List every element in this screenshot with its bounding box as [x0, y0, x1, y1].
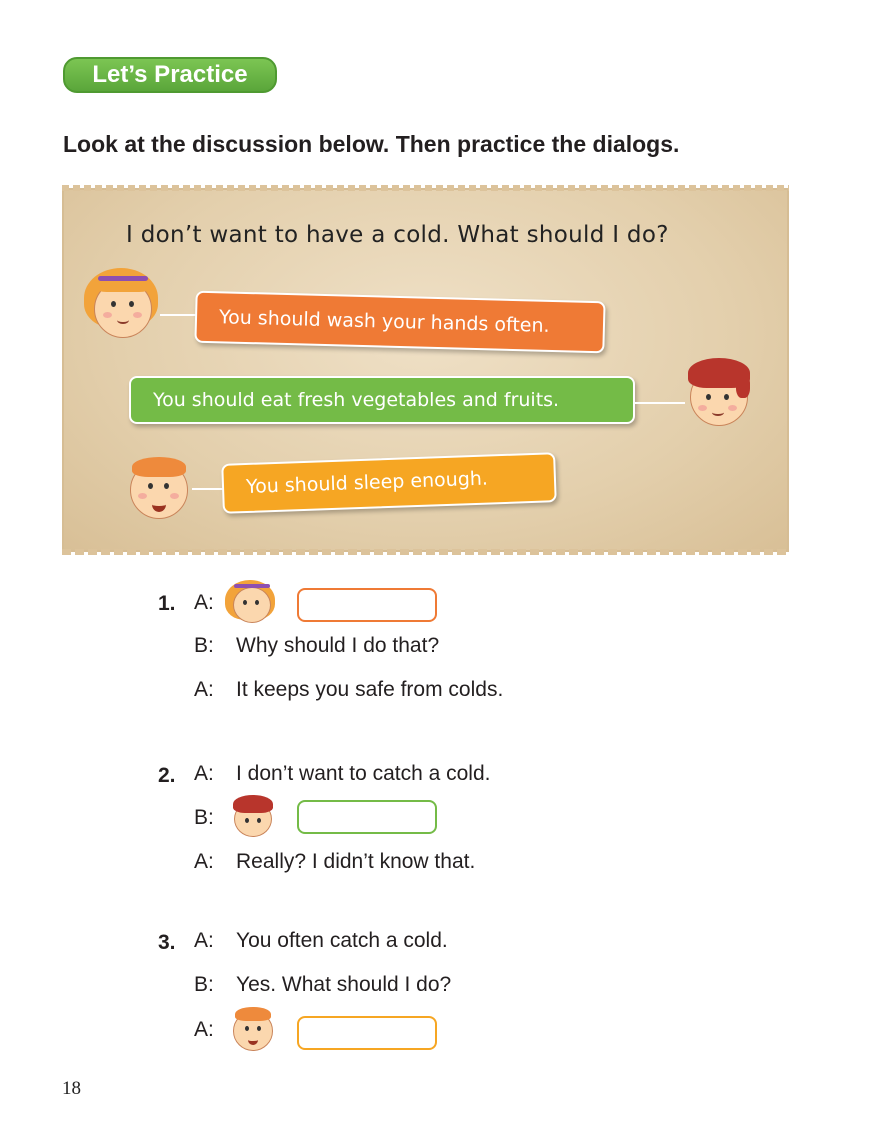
dialog-number: 2. — [158, 764, 176, 787]
dialog-line: Really? I didn’t know that. — [236, 850, 476, 873]
dialog-number: 3. — [158, 931, 176, 954]
panel-torn-edge-bottom — [62, 549, 789, 555]
speaker-label: B: — [194, 806, 214, 829]
answer-blank[interactable] — [297, 1016, 437, 1050]
boy-face-icon — [230, 794, 276, 838]
dialog-number: 1. — [158, 592, 176, 615]
speech-bubble-wash-hands: You should wash your hands often. — [194, 291, 605, 354]
dialog-line: I don’t want to catch a cold. — [236, 762, 491, 785]
dialog-line: You often catch a cold. — [236, 929, 448, 952]
answer-blank[interactable] — [297, 800, 437, 834]
discussion-question: I don’t want to have a cold. What should I do? — [126, 222, 669, 248]
dialog-line: It keeps you safe from colds. — [236, 678, 504, 701]
bubble-tail — [160, 314, 198, 316]
section-badge: Let’s Practice — [63, 57, 277, 93]
speaker-label: A: — [194, 591, 214, 614]
girl-face-icon — [225, 578, 277, 624]
instruction-text: Look at the discussion below. Then practice the dialogs. — [63, 131, 680, 157]
dialog-line: Yes. What should I do? — [236, 973, 452, 996]
dialog-line: Why should I do that? — [236, 634, 440, 657]
girl-face-icon — [84, 266, 160, 342]
speaker-label: A: — [194, 850, 214, 873]
boy-face-icon — [684, 356, 754, 428]
boy-face-icon — [126, 455, 192, 523]
boy-face-icon — [230, 1006, 276, 1052]
speech-bubble-sleep-enough: You should sleep enough. — [221, 452, 557, 514]
page-number: 18 — [62, 1078, 81, 1099]
speaker-label: A: — [194, 1018, 214, 1041]
bubble-tail — [192, 488, 226, 490]
panel-torn-edge-top — [62, 185, 789, 191]
speaker-label: B: — [194, 634, 214, 657]
answer-blank[interactable] — [297, 588, 437, 622]
speaker-label: A: — [194, 762, 214, 785]
speaker-label: A: — [194, 678, 214, 701]
speaker-label: A: — [194, 929, 214, 952]
speech-bubble-eat-vegetables: You should eat fresh vegetables and fruits. — [129, 376, 635, 424]
speaker-label: B: — [194, 973, 214, 996]
bubble-tail — [635, 402, 685, 404]
